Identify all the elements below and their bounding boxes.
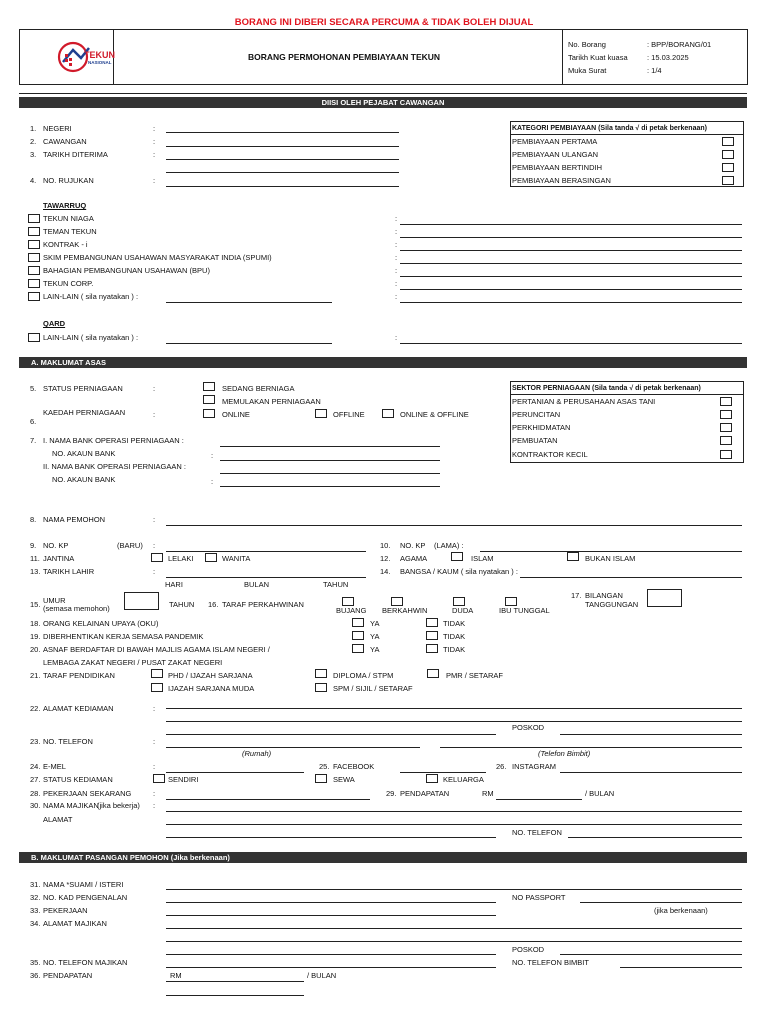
q27-label: STATUS KEDIAMAN	[43, 775, 113, 784]
colon: :	[153, 410, 156, 419]
tawarruq-checkbox-4[interactable]	[28, 266, 40, 275]
alamat-line-1[interactable]	[166, 708, 742, 709]
colon: :	[395, 214, 398, 223]
colon: :	[153, 567, 156, 576]
wanita-checkbox[interactable]	[205, 553, 217, 562]
tawarruq-item-2: KONTRAK - i	[43, 240, 88, 249]
q25-num: 25.	[319, 762, 330, 771]
sektor-checkbox-3[interactable]	[720, 436, 732, 445]
q8-label: NAMA PEMOHON	[43, 515, 106, 524]
negeri-input[interactable]	[166, 132, 399, 133]
q13-bulan: BULAN	[244, 580, 270, 589]
spm-checkbox[interactable]	[315, 683, 327, 692]
q16-num: 16.	[208, 600, 219, 609]
no-kp-lama-input[interactable]	[480, 551, 742, 552]
q20-num: 20.	[30, 645, 41, 654]
qard-checkbox[interactable]	[28, 333, 40, 342]
section-b-bar	[19, 852, 747, 863]
q19-num: 19.	[30, 632, 41, 641]
section-b-title: B. MAKLUMAT PASANGAN PEMOHON (Jika berkenaan)	[31, 853, 230, 862]
q10-num: 10.	[380, 541, 391, 550]
tawarruq-amount-1[interactable]	[400, 237, 742, 238]
telefon-rumah-input[interactable]	[166, 747, 420, 748]
colon: :	[211, 477, 214, 486]
asnaf-tidak-checkbox[interactable]	[426, 644, 438, 653]
nama-majikan-input[interactable]	[166, 811, 742, 812]
facebook-input[interactable]	[400, 772, 486, 773]
q7-label1: I. NAMA BANK OPERASI PERNIAGAAN :	[43, 436, 184, 445]
bujang-checkbox[interactable]	[342, 597, 354, 606]
branch-label-1: NEGERI	[43, 124, 72, 133]
kategori-checkbox-3[interactable]	[722, 176, 734, 185]
q35-label: NO. TELEFON MAJIKAN	[43, 958, 128, 967]
q33-num: 33.	[30, 906, 41, 915]
colon: :	[395, 279, 398, 288]
colon: :	[153, 176, 156, 185]
tarikh-diterima-input-2[interactable]	[166, 172, 399, 173]
bank1-name-input[interactable]	[220, 446, 440, 447]
q30-label: NAMA MAJIKAN	[43, 801, 99, 810]
lelaki-checkbox[interactable]	[151, 553, 163, 562]
tarikh-lahir-input[interactable]	[166, 577, 366, 578]
pmr-checkbox[interactable]	[427, 669, 439, 678]
colon: :	[153, 789, 156, 798]
q27-opt3: KELUARGA	[443, 775, 484, 784]
tawarruq-item-4: BAHAGIAN PEMBANGUNAN USAHAWAN (BPU)	[43, 266, 210, 275]
bank1-account-input[interactable]	[220, 460, 440, 461]
q17-label1: BILANGAN	[585, 591, 623, 600]
qard-lain-input[interactable]	[166, 343, 332, 344]
colon: :	[395, 292, 398, 301]
tawarruq-checkbox-3[interactable]	[28, 253, 40, 262]
emel-input[interactable]	[166, 772, 304, 773]
oku-ya-checkbox[interactable]	[352, 618, 364, 627]
q35-num: 35.	[30, 958, 41, 967]
q19-ya: YA	[370, 632, 380, 641]
qard-item: LAIN-LAIN ( sila nyatakan ) :	[43, 333, 139, 342]
sektor-item-3: PEMBUATAN	[512, 436, 558, 445]
q6-checkbox-1[interactable]	[203, 409, 215, 418]
q5-checkbox-1[interactable]	[203, 382, 215, 391]
kategori-checkbox-0[interactable]	[722, 137, 734, 146]
q21-opt0: PHD / IJAZAH SARJANA	[168, 671, 253, 680]
branch-label-2: CAWANGAN	[43, 137, 87, 146]
q25-label: FACEBOOK	[333, 762, 375, 771]
pandemik-tidak-checkbox[interactable]	[426, 631, 438, 640]
q22-num: 22.	[30, 704, 41, 713]
meta-value-2: : 1/4	[647, 66, 662, 75]
colon: :	[395, 266, 398, 275]
telefon-majikan-pasangan-input[interactable]	[166, 967, 496, 968]
q30-alamat: ALAMAT	[43, 815, 73, 824]
q27-opt2: SEWA	[333, 775, 355, 784]
sektor-checkbox-1[interactable]	[720, 410, 732, 419]
q19-label: DIBERHENTIKAN KERJA SEMASA PANDEMIK	[43, 632, 204, 641]
telefon-bimbit-input[interactable]	[440, 747, 742, 748]
q5-label: STATUS PERNIAGAAN	[43, 384, 123, 393]
q29-bulan: / BULAN	[585, 789, 615, 798]
alamat-majikan-pasangan-1[interactable]	[166, 928, 742, 929]
colon: :	[211, 451, 214, 460]
kategori-checkbox-1[interactable]	[722, 150, 734, 159]
q6-num: 6.	[30, 417, 37, 426]
colon: :	[395, 240, 398, 249]
q36-num: 36.	[30, 971, 41, 980]
section-a-bar	[19, 357, 747, 368]
q28-label: PEKERJAAN SEKARANG	[43, 789, 132, 798]
branch-num-4: 4.	[30, 176, 37, 185]
sektor-item-1: PERUNCITAN	[512, 410, 561, 419]
q21-num: 21.	[30, 671, 41, 680]
tawarruq-item-5: TEKUN CORP.	[43, 279, 94, 288]
branch-num-3: 3.	[30, 150, 37, 159]
branch-num-1: 1.	[30, 124, 37, 133]
q18-ya: YA	[370, 619, 380, 628]
section-a-title: A. MAKLUMAT ASAS	[31, 358, 106, 367]
bukan-islam-checkbox[interactable]	[567, 552, 579, 561]
q11-num: 11.	[30, 554, 40, 563]
q19-tidak: TIDAK	[443, 632, 466, 641]
tawarruq-item-1: TEMAN TEKUN	[43, 227, 97, 236]
colon: :	[153, 124, 156, 133]
tawarruq-checkbox-0[interactable]	[28, 214, 40, 223]
tawarruq-amount-5[interactable]	[400, 289, 742, 290]
q12-opt1: ISLAM	[471, 554, 494, 563]
q20-label2: LEMBAGA ZAKAT NEGERI / PUSAT ZAKAT NEGERI	[43, 658, 223, 667]
branch-label-3: TARIKH DITERIMA	[43, 150, 108, 159]
q11-opt1: LELAKI	[168, 554, 194, 563]
q29-label: PENDAPATAN	[400, 789, 450, 798]
colon: :	[153, 137, 156, 146]
logo-text: TEKUN	[84, 50, 115, 60]
passport-input[interactable]	[580, 902, 742, 903]
q11-label: JANTINA	[43, 554, 75, 563]
sektor-checkbox-4[interactable]	[720, 450, 732, 459]
q34-num: 34.	[30, 919, 41, 928]
q26-num: 26.	[496, 762, 507, 771]
asnaf-ya-checkbox[interactable]	[352, 644, 364, 653]
branch-bar	[19, 97, 747, 108]
q32-passport: NO PASSPORT	[512, 893, 566, 902]
q36-bulan: / BULAN	[307, 971, 337, 980]
q5-opt2: MEMULAKAN PERNIAGAAN	[222, 397, 321, 406]
q7-acc1: NO. AKAUN BANK	[52, 449, 116, 458]
sewa-checkbox[interactable]	[315, 774, 327, 783]
q29-num: 29.	[386, 789, 397, 798]
q24-num: 24.	[30, 762, 41, 771]
colon: :	[395, 253, 398, 262]
q16-opt2: DUDA	[452, 606, 474, 615]
duda-checkbox[interactable]	[453, 597, 465, 606]
colon: :	[153, 704, 156, 713]
q13-tahun: TAHUN	[323, 580, 349, 589]
sektor-checkbox-0[interactable]	[720, 397, 732, 406]
alamat-majikan-line-2[interactable]	[166, 837, 496, 838]
meta-value-1: : 15.03.2025	[647, 53, 689, 62]
sektor-item-2: PERKHIDMATAN	[512, 423, 571, 432]
q7-label2: II. NAMA BANK OPERASI PERNIAGAAN :	[43, 462, 186, 471]
q32-label: NO. KAD PENGENALAN	[43, 893, 128, 902]
q9-num: 9.	[30, 541, 37, 550]
q13-hari: HARI	[165, 580, 183, 589]
q36-rm: RM	[170, 971, 182, 980]
q5-num: 5.	[30, 384, 37, 393]
instagram-input[interactable]	[560, 772, 742, 773]
no-rujukan-input[interactable]	[166, 186, 399, 187]
colon: :	[395, 227, 398, 236]
q33-label: PEKERJAAN	[43, 906, 88, 915]
tawarruq-item-0: TEKUN NIAGA	[43, 214, 94, 223]
kp-pasangan-input[interactable]	[166, 902, 496, 903]
q15-unit: TAHUN	[169, 600, 195, 609]
q23-num: 23.	[30, 737, 41, 746]
q35-bimbit: NO. TELEFON BIMBIT	[512, 958, 589, 967]
q17-label2: TANGGUNGAN	[585, 600, 639, 609]
berkahwin-checkbox[interactable]	[391, 597, 403, 606]
q24-label: E-MEL	[43, 762, 66, 771]
q32-num: 32.	[30, 893, 41, 902]
telefon-majikan-input[interactable]	[568, 837, 742, 838]
q13-num: 13.	[30, 567, 41, 576]
q17-num: 17.	[571, 591, 582, 600]
q6-checkbox-3[interactable]	[382, 409, 394, 418]
q18-tidak: TIDAK	[443, 619, 466, 628]
sendiri-checkbox[interactable]	[153, 774, 165, 783]
q34-label: ALAMAT MAJIKAN	[43, 919, 107, 928]
meta-value-0: : BPP/BORANG/01	[647, 40, 712, 49]
branch-bar-title: DIISI OLEH PEJABAT CAWANGAN	[321, 98, 445, 107]
alamat-majikan-line-1[interactable]	[166, 824, 742, 825]
tawarruq-item-3: SKIM PEMBANGUNAN USAHAWAN MASYARAKAT INDIA (SPUMI)	[43, 253, 272, 262]
pendapatan-pasangan-input[interactable]	[166, 981, 304, 982]
qard-title: QARD	[43, 319, 66, 328]
q11-opt2: WANITA	[222, 554, 251, 563]
tawarruq-amount-4[interactable]	[400, 276, 742, 277]
colon: :	[153, 541, 156, 550]
q27-num: 27.	[30, 775, 41, 784]
branch-num-2: 2.	[30, 137, 37, 146]
bank2-name-input[interactable]	[220, 473, 440, 474]
q6-opt3: ONLINE & OFFLINE	[400, 410, 469, 419]
q30-sub: (jika bekerja)	[97, 801, 140, 810]
q31-num: 31.	[30, 880, 41, 889]
colon: :	[153, 801, 156, 810]
alamat-majikan-pasangan-2[interactable]	[166, 941, 742, 942]
q21-opt4: SPM / SIJIL / SETARAF	[333, 684, 413, 693]
oku-tidak-checkbox[interactable]	[426, 618, 438, 627]
sektor-title: SEKTOR PERNIAGAAN (Sila tanda √ di petak berkenaan)	[512, 385, 701, 392]
kategori-title: KATEGORI PEMBIAYAAN (Sila tanda √ di petak berkenaan)	[512, 125, 707, 132]
kategori-checkbox-2[interactable]	[722, 163, 734, 172]
logo-subtext: NASIONAL	[88, 60, 112, 65]
q30-tel: NO. TELEFON	[512, 828, 562, 837]
q23-rumah: (Rumah)	[242, 749, 272, 758]
q16-opt3: IBU TUNGGAL	[499, 606, 550, 615]
tawarruq-checkbox-1[interactable]	[28, 227, 40, 236]
q26-label: INSTAGRAM	[512, 762, 557, 771]
poskod-input[interactable]	[560, 734, 742, 735]
cawangan-input[interactable]	[166, 146, 399, 147]
q22-poskod: POSKOD	[512, 723, 545, 732]
tawarruq-title: TAWARRUQ	[43, 201, 87, 210]
q8-num: 8.	[30, 515, 37, 524]
q12-opt2: BUKAN ISLAM	[585, 554, 636, 563]
q30-num: 30.	[30, 801, 41, 810]
q6-opt2: OFFLINE	[333, 410, 365, 419]
q34-poskod: POSKOD	[512, 945, 545, 954]
tawarruq-amount-6[interactable]	[400, 302, 742, 303]
no-kp-baru-input[interactable]	[166, 551, 366, 552]
umur-box[interactable]	[124, 592, 159, 610]
tanggungan-box[interactable]	[647, 589, 682, 607]
nama-pasangan-input[interactable]	[166, 889, 742, 890]
q21-label: TARAF PENDIDIKAN	[43, 671, 115, 680]
tawarruq-checkbox-5[interactable]	[28, 279, 40, 288]
kategori-item-1: PEMBIAYAAN ULANGAN	[512, 150, 598, 159]
q10-label: NO. KP	[400, 541, 426, 550]
q28-num: 28.	[30, 789, 41, 798]
q20-tidak: TIDAK	[443, 645, 466, 654]
q33-note: (jika berkenaan)	[654, 906, 708, 915]
q5-opt1: SEDANG BERNIAGA	[222, 384, 295, 393]
poskod-pasangan-input[interactable]	[560, 954, 742, 955]
keluarga-checkbox[interactable]	[426, 774, 438, 783]
q7-acc2: NO. AKAUN BANK	[52, 475, 116, 484]
qard-amount[interactable]	[400, 343, 742, 344]
q14-num: 14.	[380, 567, 391, 576]
tawarruq-amount-0[interactable]	[400, 224, 742, 225]
tawarruq-amount-2[interactable]	[400, 250, 742, 251]
meta-label-2: Muka Surat	[568, 66, 607, 75]
nama-pemohon-input[interactable]	[166, 525, 742, 526]
kategori-item-0: PEMBIAYAAN PERTAMA	[512, 137, 598, 146]
q27-opt1: SENDIRI	[168, 775, 199, 784]
telefon-bimbit-pasangan-input[interactable]	[620, 967, 742, 968]
pekerjaan-input[interactable]	[166, 799, 370, 800]
pandemik-ya-checkbox[interactable]	[352, 631, 364, 640]
kategori-item-2: PEMBIAYAAN BERTINDIH	[512, 163, 603, 172]
diploma-checkbox[interactable]	[315, 669, 327, 678]
branch-label-4: NO. RUJUKAN	[43, 176, 94, 185]
kategori-item-3: PEMBIAYAAN BERASINGAN	[512, 176, 611, 185]
q36-label: PENDAPATAN	[43, 971, 93, 980]
q21-opt2: PMR / SETARAF	[446, 671, 503, 680]
q9-sub: (BARU)	[117, 541, 143, 550]
colon: :	[153, 384, 156, 393]
q6-label: KAEDAH PERNIAGAAN	[43, 408, 126, 417]
pendapatan-pasangan-line-2[interactable]	[166, 995, 304, 996]
colon: :	[153, 515, 156, 524]
q29-rm: RM	[482, 789, 494, 798]
q6-opt1: ONLINE	[222, 410, 250, 419]
colon: :	[153, 762, 156, 771]
q20-label: ASNAF BERDAFTAR DI BAWAH MAJLIS AGAMA ISLAM NEGERI /	[43, 645, 270, 654]
q12-num: 12.	[380, 554, 391, 563]
colon: :	[395, 333, 398, 342]
q16-opt0: BUJANG	[336, 606, 367, 615]
q23-bimbit: (Telefon Bimbit)	[538, 749, 591, 758]
tarikh-diterima-input[interactable]	[166, 159, 399, 160]
bangsa-input[interactable]	[520, 577, 742, 578]
tawarruq-checkbox-6[interactable]	[28, 292, 40, 301]
q20-ya: YA	[370, 645, 380, 654]
q18-num: 18.	[30, 619, 41, 628]
sektor-checkbox-2[interactable]	[720, 423, 732, 432]
islam-checkbox[interactable]	[451, 552, 463, 561]
q14-label: BANGSA / KAUM ( sila nyatakan ) :	[400, 567, 518, 576]
q10-sub: (LAMA) :	[434, 541, 464, 550]
q15-label: UMUR	[43, 596, 66, 605]
q5-checkbox-2[interactable]	[203, 395, 215, 404]
q16-label: TARAF PERKAHWINAN	[222, 600, 304, 609]
q21-opt1: DIPLOMA / STPM	[333, 671, 394, 680]
tawarruq-checkbox-2[interactable]	[28, 240, 40, 249]
q23-label: NO. TELEFON	[43, 737, 93, 746]
pekerjaan-pasangan-input[interactable]	[166, 915, 496, 916]
q22-label: ALAMAT KEDIAMAN	[43, 704, 114, 713]
meta-label-0: No. Borang	[568, 40, 606, 49]
alamat-line-2[interactable]	[166, 721, 742, 722]
ibu-tunggal-checkbox[interactable]	[505, 597, 517, 606]
sarjana-muda-checkbox[interactable]	[151, 683, 163, 692]
alamat-line-3[interactable]	[166, 734, 496, 735]
sektor-item-0: PERTANIAN & PERUSAHAAN ASAS TANI	[512, 397, 656, 406]
pendapatan-input[interactable]	[496, 799, 582, 800]
colon: :	[153, 737, 156, 746]
q31-label: NAMA *SUAMI / ISTERI	[43, 880, 124, 889]
tawarruq-amount-3[interactable]	[400, 263, 742, 264]
form-title: BORANG PERMOHONAN PEMBIAYAAN TEKUN	[248, 52, 441, 62]
q15-num: 15.	[30, 600, 41, 609]
sektor-item-4: KONTRAKTOR KECIL	[512, 450, 588, 459]
q7-num: 7.	[30, 436, 37, 445]
phd-checkbox[interactable]	[151, 669, 163, 678]
tawarruq-lain-input[interactable]	[166, 302, 332, 303]
header-notice: BORANG INI DIBERI SECARA PERCUMA & TIDAK BOLEH DIJUAL	[234, 17, 534, 28]
q15-sub: (semasa memohon)	[43, 604, 110, 613]
q13-label: TARIKH LAHIR	[43, 567, 95, 576]
tawarruq-item-6: LAIN-LAIN ( sila nyatakan ) :	[43, 292, 139, 301]
q6-checkbox-2[interactable]	[315, 409, 327, 418]
q9-label: NO. KP	[43, 541, 69, 550]
colon: :	[153, 150, 156, 159]
bank2-account-input[interactable]	[220, 486, 440, 487]
q12-label: AGAMA	[400, 554, 428, 563]
q16-opt1: BERKAHWIN	[382, 606, 428, 615]
alamat-majikan-pasangan-3[interactable]	[166, 954, 496, 955]
q18-label: ORANG KELAINAN UPAYA (OKU)	[43, 619, 159, 628]
q21-opt3: IJAZAH SARJANA MUDA	[168, 684, 255, 693]
meta-label-1: Tarikh Kuat kuasa	[568, 53, 628, 62]
